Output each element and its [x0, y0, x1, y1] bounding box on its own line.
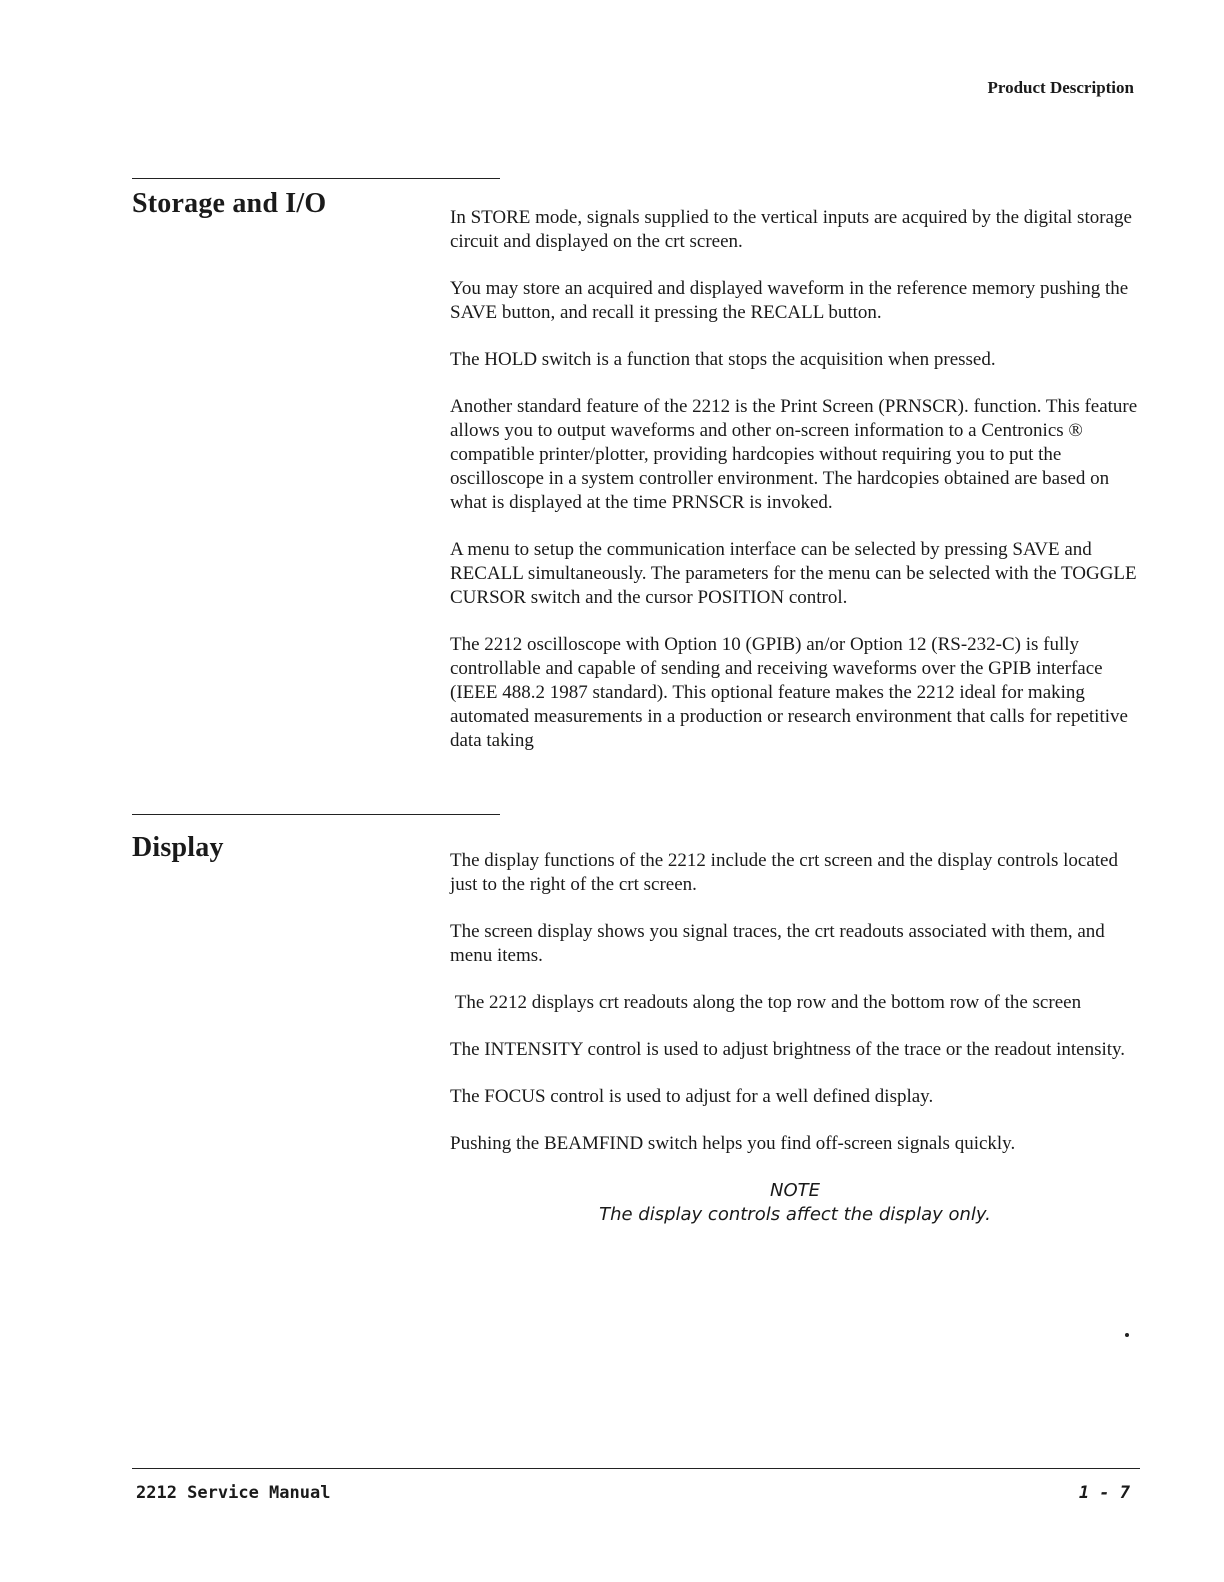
section-storage-io: [132, 178, 1142, 776]
paragraph: The 2212 displays crt readouts along the top row and the bottom row of the screen: [450, 992, 1082, 1013]
paragraph: The HOLD switch is a function that stops the acquisition when pressed.: [450, 349, 996, 370]
section-rule: [132, 178, 500, 179]
section-title: Display: [132, 832, 224, 863]
note-block: [450, 1179, 1140, 1227]
section-body: [450, 191, 1140, 753]
note-label: NOTE: [769, 1180, 820, 1201]
paragraph: The screen display shows you signal traces, the crt readouts associated with them, and menu items.: [450, 921, 1105, 966]
page-footer: [132, 1468, 1140, 1503]
paragraph: You may store an acquired and displayed waveform in the reference memory pushing the SAVE button, and recall it pressing the RECALL button.: [450, 278, 1129, 323]
paragraph: The INTENSITY control is used to adjust brightness of the trace or the readout intensity.: [450, 1039, 1126, 1060]
section-display: [132, 814, 1142, 1227]
section-body: [450, 827, 1140, 1227]
paragraph: The FOCUS control is used to adjust for a well defined display.: [450, 1086, 934, 1107]
note-text: The display controls affect the display only.: [599, 1204, 991, 1225]
paragraph: In STORE mode, signals supplied to the vertical inputs are acquired by the digital storage circuit and displayed on the crt screen.: [450, 207, 1132, 252]
footer-manual-title: 2212 Service Manual: [136, 1483, 331, 1503]
footer-page-number: 1 - 7: [1078, 1483, 1130, 1503]
paragraph: A menu to setup the communication interface can be selected by pressing SAVE and RECALL simultaneously. The parameters for the menu can be selected with the TOGGLE CURSOR switch and the cursor POSITION control.: [450, 539, 1137, 608]
paragraph: The display functions of the 2212 include the crt screen and the display controls located just to the right of the crt screen.: [450, 850, 1118, 895]
section-title: Storage and I/O: [132, 188, 327, 219]
section-rule: [132, 814, 500, 815]
running-head: Product Description: [987, 78, 1134, 97]
paragraph: Another standard feature of the 2212 is the Print Screen (PRNSCR). function. This feature allows you to output waveforms and other on-screen information to a Centronics ® compatible printer/plotter, providing hardcopies without requiring you to put the oscilloscope in a system controller environment. The hardcopies obtained are based on what is displayed at the time PRNSCR is invoked.: [450, 396, 1138, 513]
paragraph: The 2212 oscilloscope with Option 10 (GPIB) an/or Option 12 (RS-232-C) is fully controllable and capable of sending and receiving waveforms over the GPIB interface (IEEE 488.2 1987 standard). This optional feature makes the 2212 ideal for making automated measurements in a production or research environment that calls for repetitive data taking: [450, 634, 1128, 751]
scan-speck: [1125, 1333, 1129, 1337]
paragraph: Pushing the BEAMFIND switch helps you find off-screen signals quickly.: [450, 1133, 1016, 1154]
